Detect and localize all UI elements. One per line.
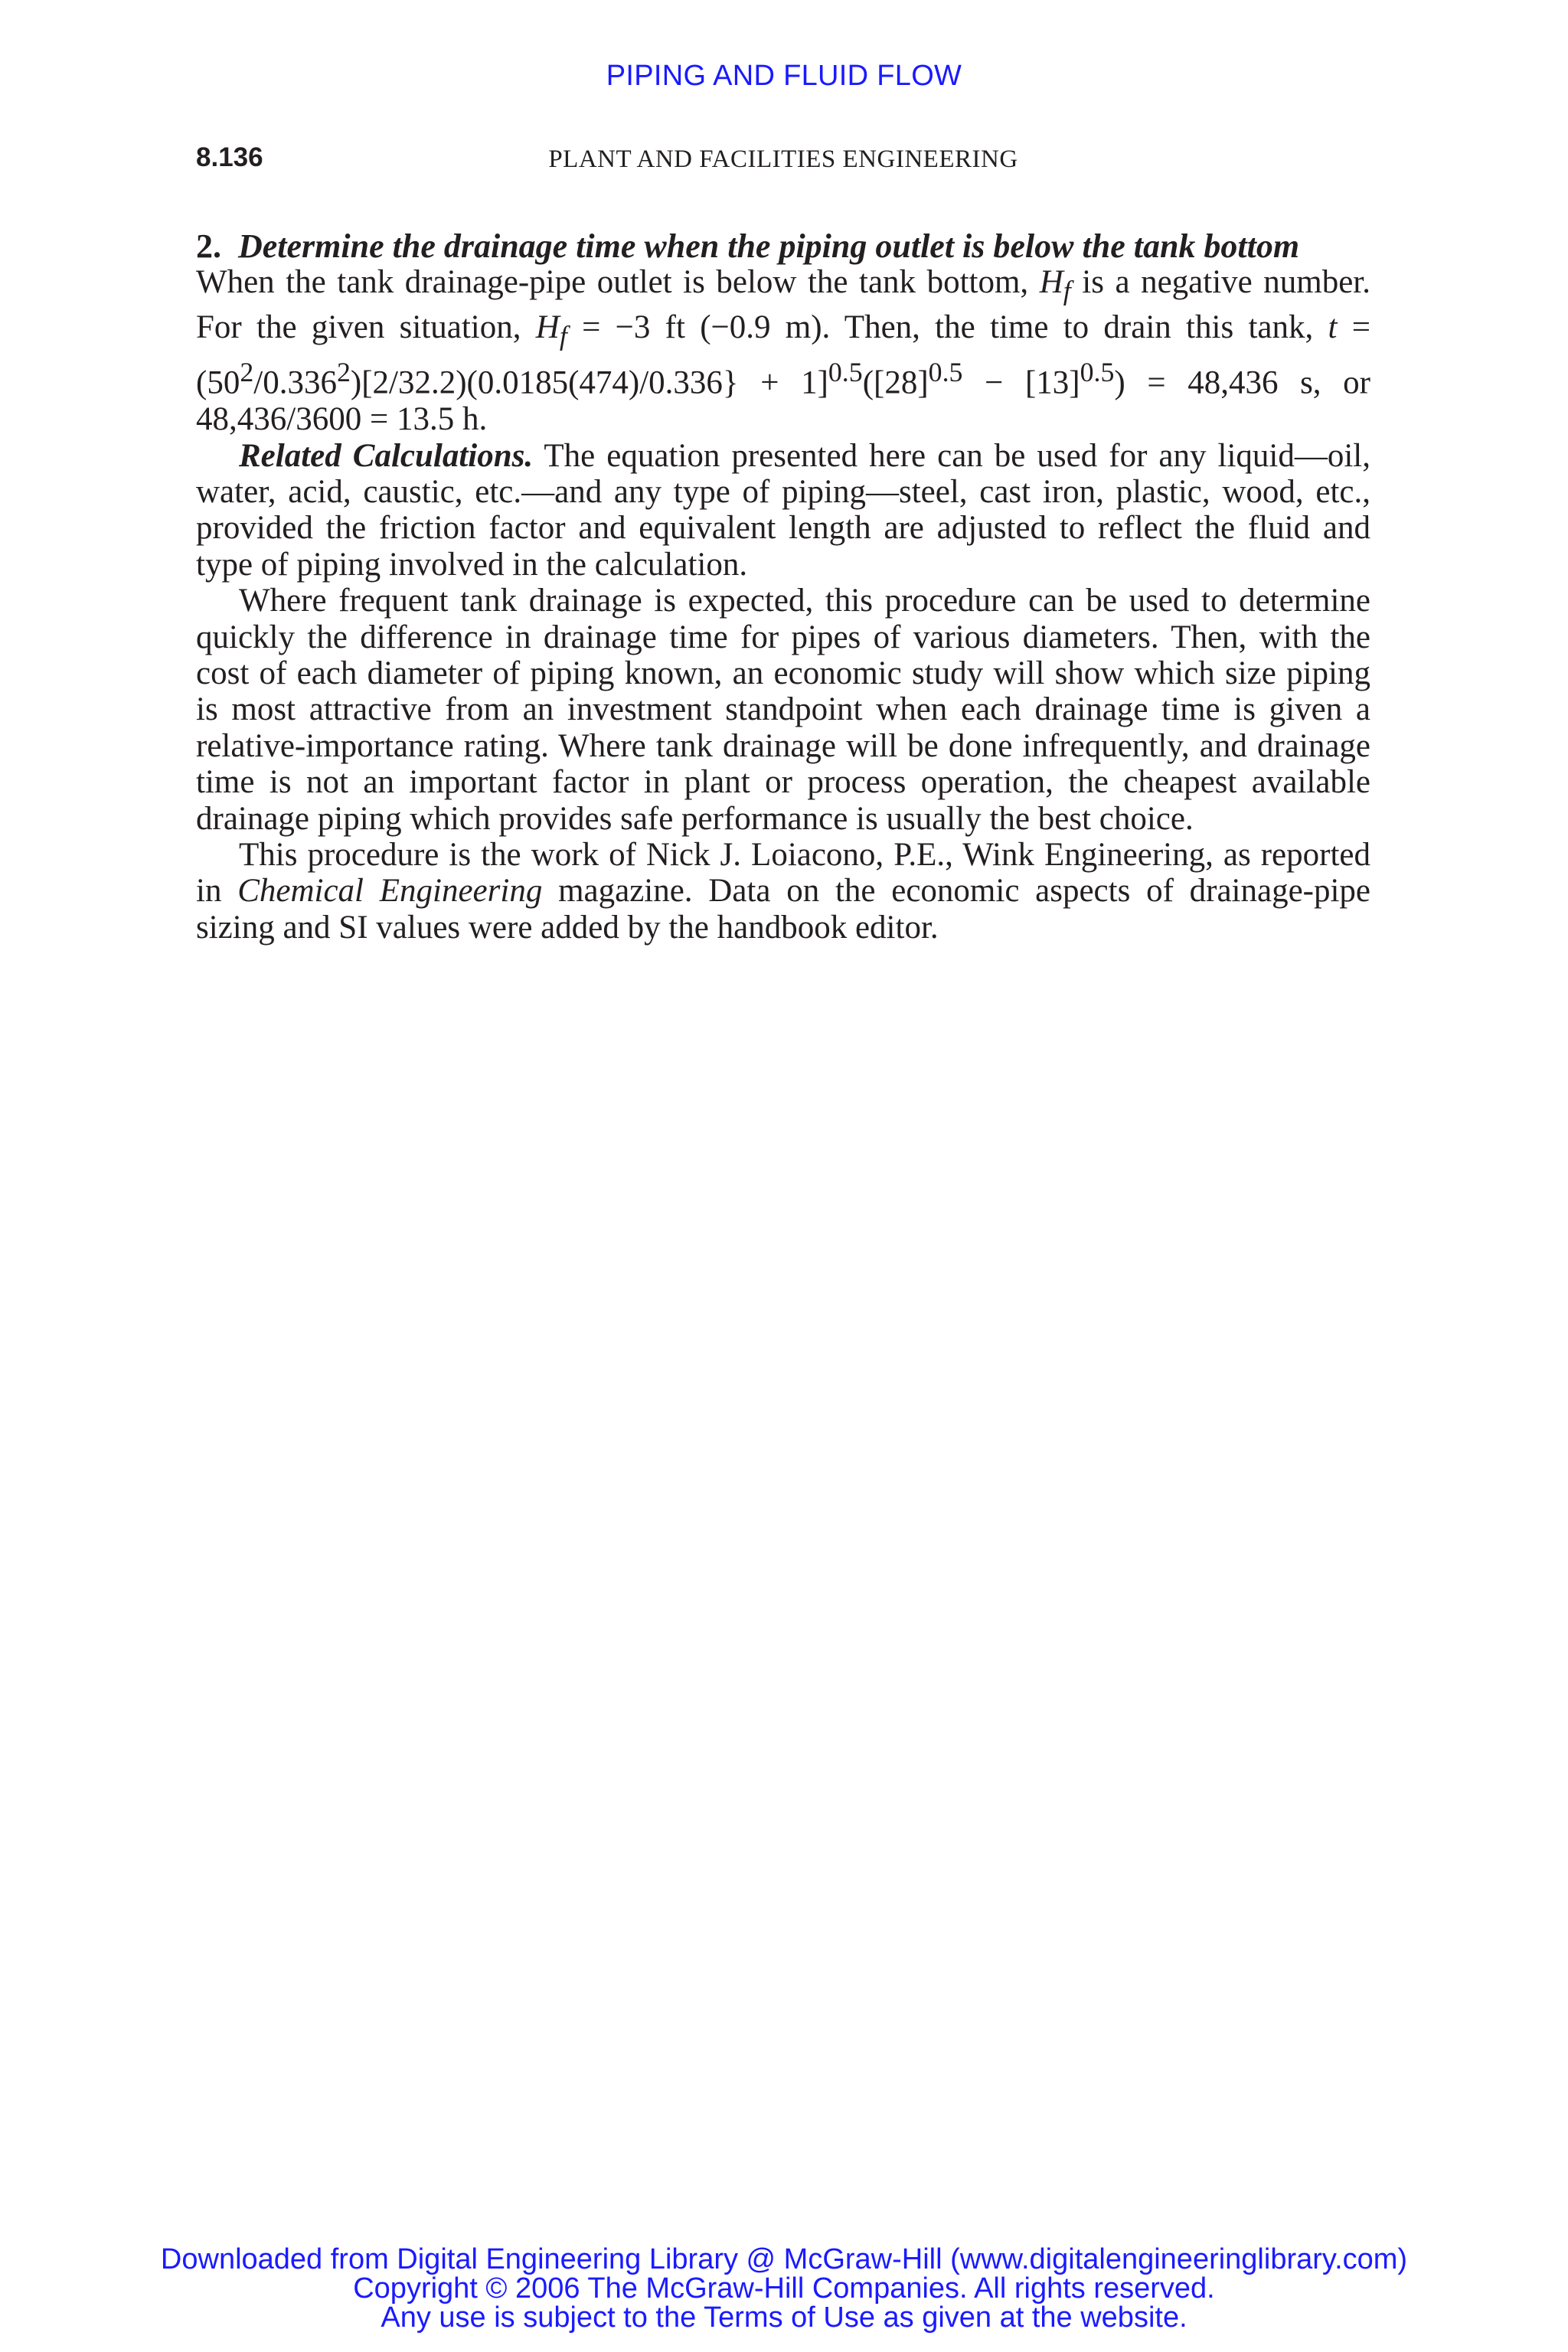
step-number: 2. [196,227,221,265]
text-run: )[2/32.2)(0.0185(474)/0.336} + 1] [350,364,828,401]
magazine-title: Chemical Engineering [237,873,543,910]
superscript: 0.5 [928,357,963,388]
text-run: is a negative number. For the given situation, [196,264,1370,346]
step-title: Determine the drainage time when the piping outlet is below the tank bottom [238,227,1300,265]
text-run: = (50 [196,309,1371,401]
page-header [196,142,1370,181]
superscript: 2 [336,357,351,388]
paragraph-related-calculations [196,438,1370,583]
variable-t: t [1328,309,1338,346]
page-number: 8.136 [196,142,263,172]
text-run: magazine. Data on the economic aspects of drainage-pipe sizing and SI values were added by the handbook editor. [196,873,1371,946]
text-run: − [13] [962,364,1080,401]
superscript: 0.5 [828,357,863,388]
superscript: 0.5 [1080,357,1115,388]
running-head: PLANT AND FACILITIES ENGINEERING [548,145,1018,173]
text-run: ([28] [862,364,929,401]
footer-notice [0,2245,1568,2332]
variable-hf: $H_f$ [535,309,567,351]
footer-terms[interactable]: Any use is subject to the Terms of Use as given at the website. [381,2301,1187,2334]
superscript: 2 [240,357,254,388]
chapter-title-link[interactable]: PIPING AND FLUID FLOW [606,60,962,92]
text-run: /0.336 [253,364,337,401]
text-run: ) = 48,436 s, or 48,436/3600 = 13.5 h. [196,364,1370,438]
text-run: This procedure is the work of Nick J. Loiacono, P.E., Wink Engineering, as reported in [196,837,1370,910]
footer-download-link[interactable]: Downloaded from Digital Engineering Library @ McGraw-Hill (www.digitalengineeringlibrary.com) [160,2243,1408,2275]
run-in-heading: Related Calculations. [239,437,534,474]
paragraph-attribution [196,837,1370,946]
page-body [196,228,1370,946]
paragraph-drainage-time [196,264,1370,437]
text-run: When the tank drainage-pipe outlet is below the tank bottom, [196,264,1040,301]
text-run: The equation presented here can be used for any liquid—oil, water, acid, caustic, etc.—and any type of piping—steel, cast iron, plastic, wood, etc., provided the friction factor and equivalent length are adjusted to reflect the fluid and type of piping involved in the calculation. [196,437,1370,583]
step-heading [196,228,1370,264]
text-run: = −3 ft (−0.9 m). Then, the time to drain this tank, [567,309,1328,346]
footer-copyright: Copyright © 2006 The McGraw-Hill Companies. All rights reserved. [353,2272,1215,2305]
variable-hf: $H_f$ [1039,264,1071,306]
paragraph-frequent-drainage: Where frequent tank drainage is expected, this procedure can be used to determine quickly the difference in drainage time for pipes of various diameters. Then, with the cost of each diameter of piping known, an economic study will show which size piping is most attractive from an investment standpoint when each drainage time is given a relative-importance rating. Where tank drainage will be done infrequently, and drainage time is not an important factor in plant or process operation, the cheapest available drainage piping which provides safe performance is usually the best choice. [196,583,1370,837]
